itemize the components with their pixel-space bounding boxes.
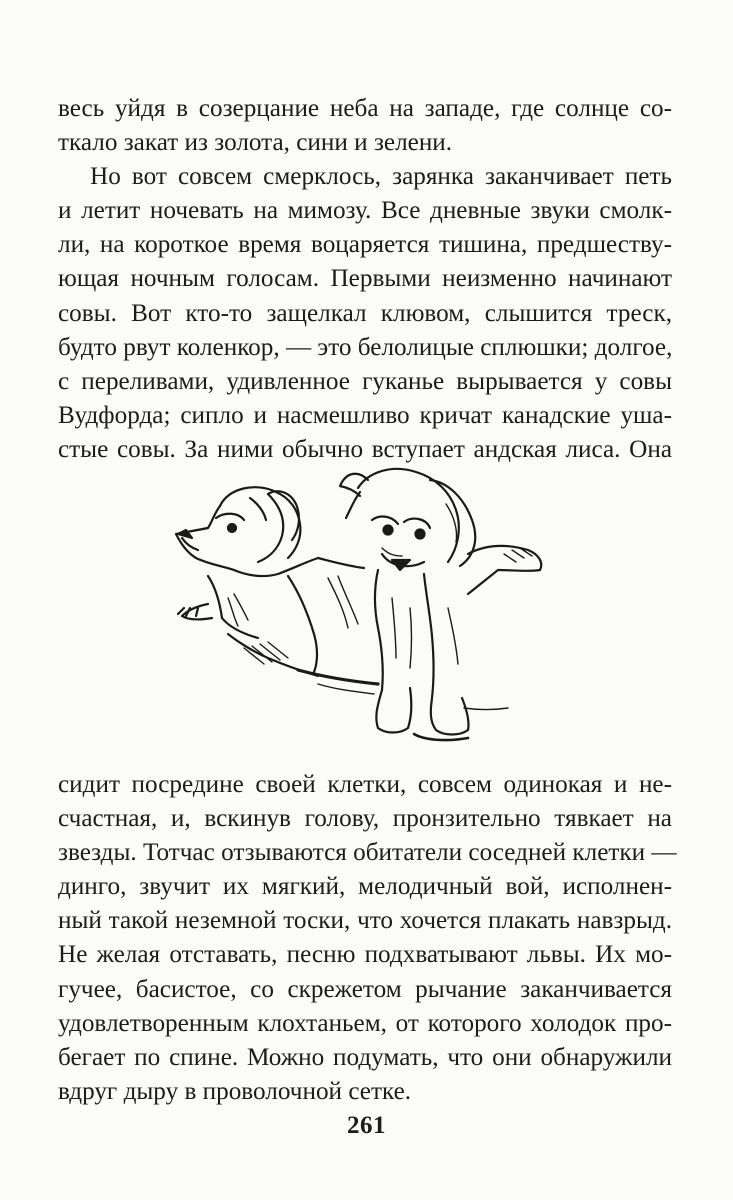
text-line: стые совы. За ними обычно вступает андская лиса. Она [58,435,672,463]
paragraph-2 [58,160,672,467]
text-line: ли, на короткое время воцаряется тишина, предшеству- [58,231,672,259]
puppies-illustration [168,458,548,748]
text-line: весь уйдя в созерцание неба на западе, где солнце со- [58,95,672,122]
text-line: счастная, и, вскинув голову, пронзительно тявкает на [58,805,672,833]
text-line: ющая ночным голосам. Первыми неизменно начинают [58,265,672,293]
text-line: Вудфорда; сипло и насмешливо кричат канадские уша- [58,401,672,429]
text-line: динго, звучит их мягкий, мелодичный вой, исполнен- [58,873,672,901]
page-number: 261 [347,1112,386,1139]
paragraph-3 [58,768,677,1109]
text-line: Не желая отставать, песню подхватывают львы. Их мо- [58,941,672,969]
text-line: гучее, басистое, со скрежетом рычание заканчивается [58,975,672,1003]
text-block-top [58,92,672,467]
text-line: удовлетворенным клохтаньем, от которого холодок про- [58,1009,672,1037]
paragraph-1 [58,92,672,160]
text-line: сидит посредине своей клетки, совсем одинокая и не- [58,771,672,798]
text-line: совы. Вот кто-то защелкал клювом, слышится треск, [58,299,672,327]
text-line: с переливами, удивленное гуканье вырывается у совы [58,367,672,395]
text-block-bottom [58,768,677,1109]
text-line: ный такой неземной тоски, что хочется плакать навзрыд. [58,907,672,935]
text-line: вдруг дыру в проволочной сетке. [58,1077,412,1105]
text-line: звезды. Тотчас отзываются обитатели соседней клетки — [58,839,677,867]
text-line: ткало закат из золота, сини и зелени. [58,129,453,157]
text-line: и летит ночевать на мимозу. Все дневные звуки смолк- [58,197,672,225]
text-line: бегает по спине. Можно подумать, что они обнаружили [58,1043,672,1071]
text-line: будто рвут коленкор, — это белолицые сплюшки; долгое, [58,333,673,361]
text-line: Но вот совсем смерклось, зарянка заканчивает петь [90,163,672,191]
